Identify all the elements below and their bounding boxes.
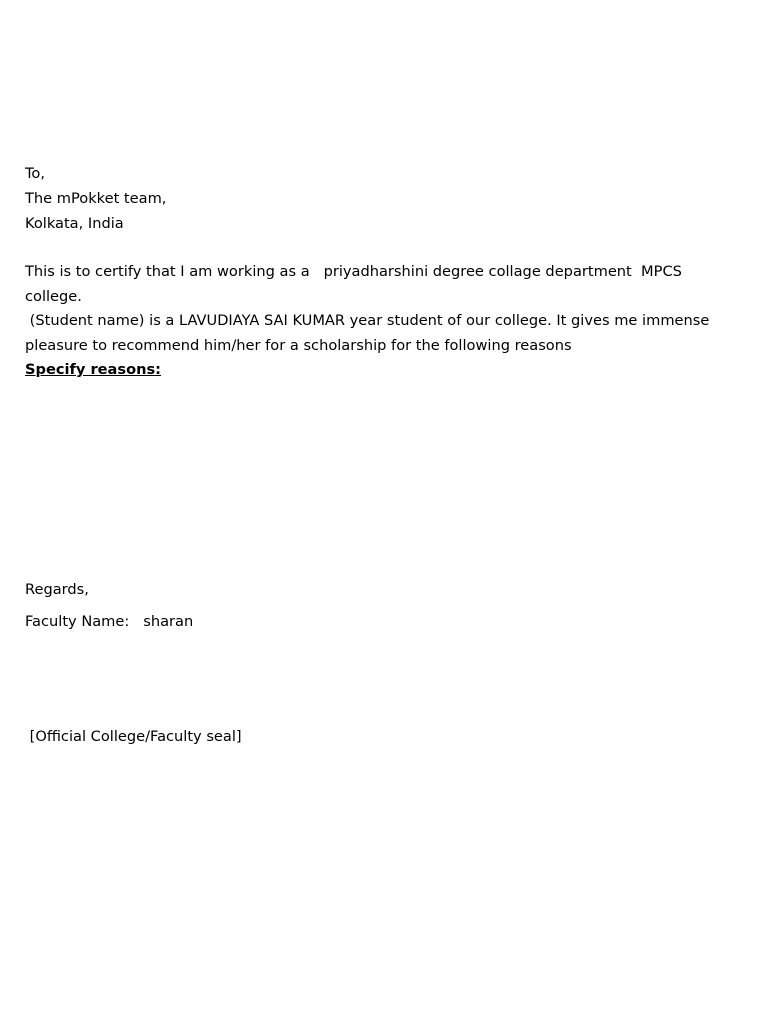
reasons-heading: Specify reasons:	[25, 361, 162, 378]
body-line-1: This is to certify that I am working as a priyadharshini degree collage department MPCS	[25, 263, 682, 280]
body-line-4: pleasure to recommend him/her for a scholarship for the following reasons	[25, 337, 572, 354]
recipient-location: Kolkata, India	[25, 215, 124, 232]
closing: Regards,	[25, 581, 89, 598]
body-line-3: (Student name) is a LAVUDIAYA SAI KUMAR year student of our college. It gives me immense	[25, 312, 710, 329]
body-line-2: college.	[25, 288, 82, 305]
faculty-name-line: Faculty Name: sharan	[25, 613, 194, 630]
recipient-line: The mPokket team,	[25, 190, 167, 207]
official-seal-placeholder: [Official College/Faculty seal]	[25, 728, 242, 745]
salutation: To,	[25, 165, 46, 182]
